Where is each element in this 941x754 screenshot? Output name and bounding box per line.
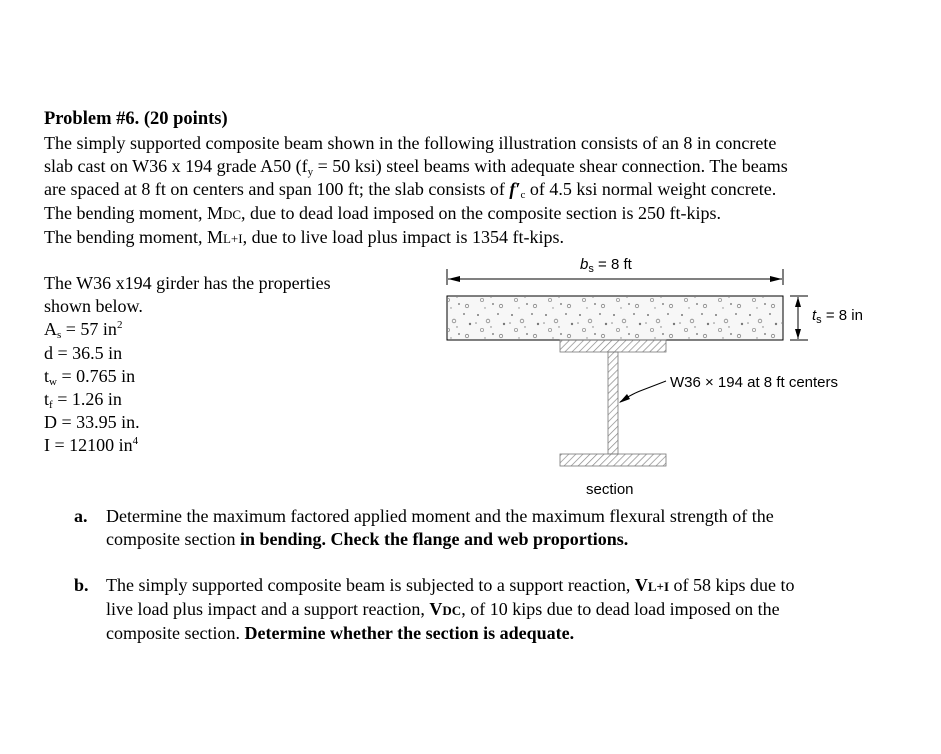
part-a-line-2 bbox=[106, 528, 906, 551]
property-I bbox=[44, 434, 331, 457]
concrete-aggregate bbox=[448, 297, 782, 339]
statement-line-5-start: The bending moment, M bbox=[44, 226, 223, 247]
property-d: d = 36.5 in bbox=[44, 342, 123, 363]
part-b-letter: b. bbox=[74, 575, 89, 595]
as-value: = 57 in bbox=[61, 319, 117, 340]
vli-subscript: L+I bbox=[647, 579, 670, 594]
composite-section-figure bbox=[440, 250, 910, 500]
ts-arrow-top bbox=[795, 297, 801, 307]
statement-line-2-start: slab cast on W36 x 194 grade A50 (f bbox=[44, 156, 308, 177]
part-b-line-1-start: The simply supported composite beam is subjected to a support reaction, bbox=[106, 575, 635, 595]
web bbox=[608, 352, 618, 454]
statement-line-2 bbox=[44, 155, 924, 178]
property-as bbox=[44, 318, 331, 341]
part-b-line-2-end: , of 10 kips due to dead load imposed on the bbox=[461, 599, 780, 620]
statement-line-3 bbox=[44, 178, 924, 201]
girder-properties bbox=[44, 272, 331, 458]
fy-subscript: y bbox=[307, 166, 314, 179]
part-a-line-2-plain: composite section bbox=[106, 529, 240, 550]
problem-title: Problem #6. (20 points) bbox=[44, 109, 228, 129]
ts-label bbox=[812, 307, 863, 324]
mli-subscript: L+I bbox=[222, 230, 243, 246]
tw-label: t bbox=[44, 365, 50, 386]
top-flange bbox=[560, 340, 666, 352]
vli-symbol: V bbox=[634, 575, 648, 595]
part-a bbox=[44, 505, 924, 553]
tw-value: = 0.765 in bbox=[56, 365, 136, 386]
part-b-line-3-bold: Determine whether the section is adequate. bbox=[244, 623, 575, 644]
beam-label: W36 × 194 at 8 ft centers bbox=[670, 374, 839, 391]
statement-line-1: The simply supported composite beam shown in the following illustration consists of an 8 in concrete bbox=[44, 133, 777, 153]
statement-line-4-start: The bending moment, M bbox=[44, 202, 223, 223]
property-D: D = 33.95 in. bbox=[44, 412, 140, 433]
bs-arrow-left bbox=[448, 276, 460, 282]
part-a-line-1: Determine the maximum factored applied moment and the maximum flexural strength of the bbox=[106, 506, 774, 526]
ts-symbol: t bbox=[812, 307, 817, 324]
statement-line-3-end: of 4.5 ksi normal weight concrete. bbox=[525, 179, 777, 200]
properties-heading-2: shown below. bbox=[44, 296, 143, 317]
ts-subscript: s bbox=[816, 314, 822, 326]
part-a-line-2-bold: in bending. Check the flange and web proportions. bbox=[239, 529, 629, 550]
part-b-text bbox=[106, 574, 906, 646]
beam-leader-arrow bbox=[619, 394, 630, 403]
part-b-line-1 bbox=[106, 574, 906, 598]
vdc-symbol: V bbox=[429, 599, 443, 620]
fc-subscript: c bbox=[520, 189, 526, 202]
part-b bbox=[44, 574, 924, 646]
i-value: I = 12100 in bbox=[44, 435, 133, 456]
ts-value: = 8 in bbox=[821, 307, 863, 324]
part-b-line-3 bbox=[106, 622, 906, 645]
ts-arrow-bottom bbox=[795, 329, 801, 339]
bs-label bbox=[580, 256, 632, 273]
statement-line-4 bbox=[44, 202, 924, 226]
part-b-line-2 bbox=[106, 598, 906, 622]
bottom-flange bbox=[560, 454, 666, 466]
statement-line-4-end: , due to dead load imposed on the composite section is 250 ft-kips. bbox=[241, 202, 721, 223]
part-a-text bbox=[106, 505, 906, 551]
tf-subscript: f bbox=[49, 399, 53, 412]
statement-line-3-start: are spaced at 8 ft on centers and span 100 ft; the slab consists of bbox=[44, 179, 510, 200]
fc-symbol: f′ bbox=[509, 179, 521, 200]
as-exponent: 2 bbox=[116, 319, 123, 332]
bs-value: = 8 ft bbox=[593, 256, 632, 273]
figure-caption: section bbox=[586, 481, 634, 498]
statement-line-5-end: , due to live load plus impact is 1354 ft-kips. bbox=[242, 226, 565, 247]
vdc-subscript: DC bbox=[442, 603, 462, 619]
statement-line-2-end: = 50 ksi) steel beams with adequate shear connection. The beams bbox=[313, 156, 788, 177]
properties-heading-1: The W36 x194 girder has the properties bbox=[44, 273, 331, 293]
tf-value: = 1.26 in bbox=[52, 389, 122, 410]
part-b-line-2-start: live load plus impact and a support reaction, bbox=[106, 599, 430, 620]
bs-arrow-right bbox=[770, 276, 782, 282]
tf-label: t bbox=[44, 389, 50, 410]
bs-subscript: s bbox=[588, 263, 594, 275]
property-tf bbox=[44, 388, 331, 411]
part-a-letter: a. bbox=[74, 506, 88, 526]
i-exponent: 4 bbox=[132, 435, 139, 448]
tw-subscript: w bbox=[49, 375, 57, 388]
part-b-line-1-end: of 58 kips due to bbox=[669, 575, 795, 595]
as-label: A bbox=[44, 319, 57, 340]
property-tw bbox=[44, 365, 331, 388]
as-subscript: s bbox=[57, 329, 62, 342]
statement-line-5 bbox=[44, 226, 924, 250]
problem-statement bbox=[44, 132, 924, 250]
mdc-subscript: DC bbox=[222, 206, 242, 222]
part-b-line-3-plain: composite section. bbox=[106, 623, 245, 644]
bs-symbol: b bbox=[580, 256, 589, 273]
